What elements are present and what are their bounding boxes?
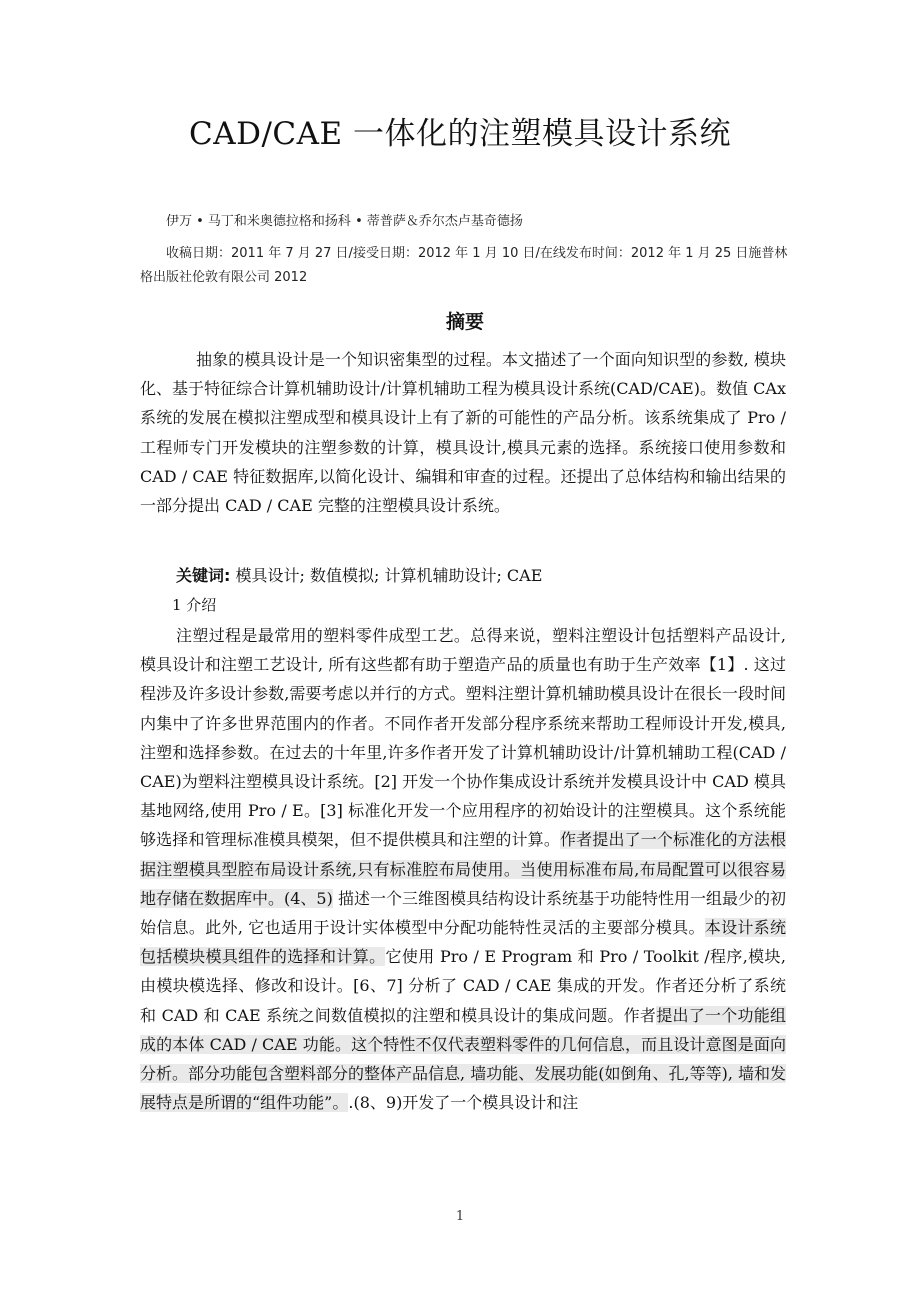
highlighted-text-segment: 作者提出了一个标准化的方法根据注塑模具型腔布局设计系统,只有标准腔布局使用。当使用标准布局,布局配置可以很容易地存储在数据库中。(4、5) [140, 830, 786, 908]
publication-dates: 收稿日期：2011 年 7 月 27 日/接受日期：2012 年 1 月 10 日/在线发布时间：2012 年 1 月 25 日施普林格出版社伦敦有限公司 2012 [140, 246, 788, 285]
keywords-text: 模具设计; 数值模拟; 计算机辅助设计; CAE [230, 566, 543, 585]
keywords-line [176, 561, 542, 590]
document-title: CAD/CAE 一体化的注塑模具设计系统 [189, 116, 731, 152]
highlighted-text-segment: 本设计系统包括模块模具组件的选择和计算。 [140, 918, 786, 967]
intro-text-segment: 它使用 Pro / E Program 和 Pro / Toolkit /程序,模块,由模块模选择、修改和设计。[6、7] 分析了 CAD / CAE 集成的开发。作者还分析了系统和 CAD 和 CAE 系统之间数值模拟的注塑和模具设计的集成问题。作者 [140, 947, 786, 1025]
introduction-paragraph [140, 621, 786, 1117]
intro-text-segment: 描述一个三维图模具结构设计系统基于功能特性用一组最少的初始信息。此外, 它也适用于设计实体模型中分配功能特性灵活的主要部分模具。 [140, 888, 786, 938]
intro-text-segment: .(8、9)开发了一个模具设计和注 [348, 1093, 579, 1113]
page-number: 1 [455, 1209, 465, 1224]
author-list: 伊万 • 马丁和米奥德拉格和扬科 • 蒂普萨＆乔尔杰卢基奇德扬 [166, 214, 523, 229]
section-heading-introduction: 1 介绍 [172, 596, 217, 614]
abstract-paragraph: 抽象的模具设计是一个知识密集型的过程。本文描述了一个面向知识型的参数, 模块化、基于特征综合计算机辅助设计/计算机辅助工程为模具设计系统(CAD/CAE)。数值 CAx 系统的发展在模拟注塑成型和模具设计上有了新的可能性的产品分析。该系统集成了 Pro /工程师专门开发模块的注塑参数的计算，模具设计,模具元素的选择。系统接口使用参数和 CAD / CAE 特征数据库,以简化设计、编辑和审查的过程。还提出了总体结构和输出结果的一部分提出 CAD / CAE 完整的注塑模具设计系统。 [140, 350, 786, 516]
highlighted-text-segment: 提出了一个功能组成的本体 CAD / CAE 功能。这个特性不仅代表塑料零件的几何信息，而且设计意图是面向分析。部分功能包含塑料部分的整体产品信息, 墙功能、发展功能(如倒角、孔,等等), 墙和发展特点是所谓的“组件功能”。 [140, 1005, 786, 1113]
keywords-label: 关键词: [176, 566, 231, 585]
intro-text-segment: 注塑过程是最常用的塑料零件成型工艺。总得来说，塑料注塑设计包括塑料产品设计, 模具设计和注塑工艺设计, 所有这些都有助于塑造产品的质量也有助于生产效率【1】. 这过程涉及许多设计参数,需要考虑以并行的方式。塑料注塑计算机辅助模具设计在很长一段时间内集中了许多世界范围内的作者。不同作者开发部分程序系统来帮助工程师设计开发,模具,注塑和选择参数。在过去的十年里,许多作者开发了计算机辅助设计/计算机辅助工程(CAD / CAE)为塑料注塑模具设计系统。[2] 开发一个协作集成设计系统并发模具设计中 CAD 模具基地网络,使用 Pro / E。[3] 标准化开发一个应用程序的初始设计的注塑模具。这个系统能够选择和管理标准模具模架，但不提供模具和注塑的计算。 [140, 626, 786, 850]
abstract-heading: 摘要 [445, 311, 484, 333]
